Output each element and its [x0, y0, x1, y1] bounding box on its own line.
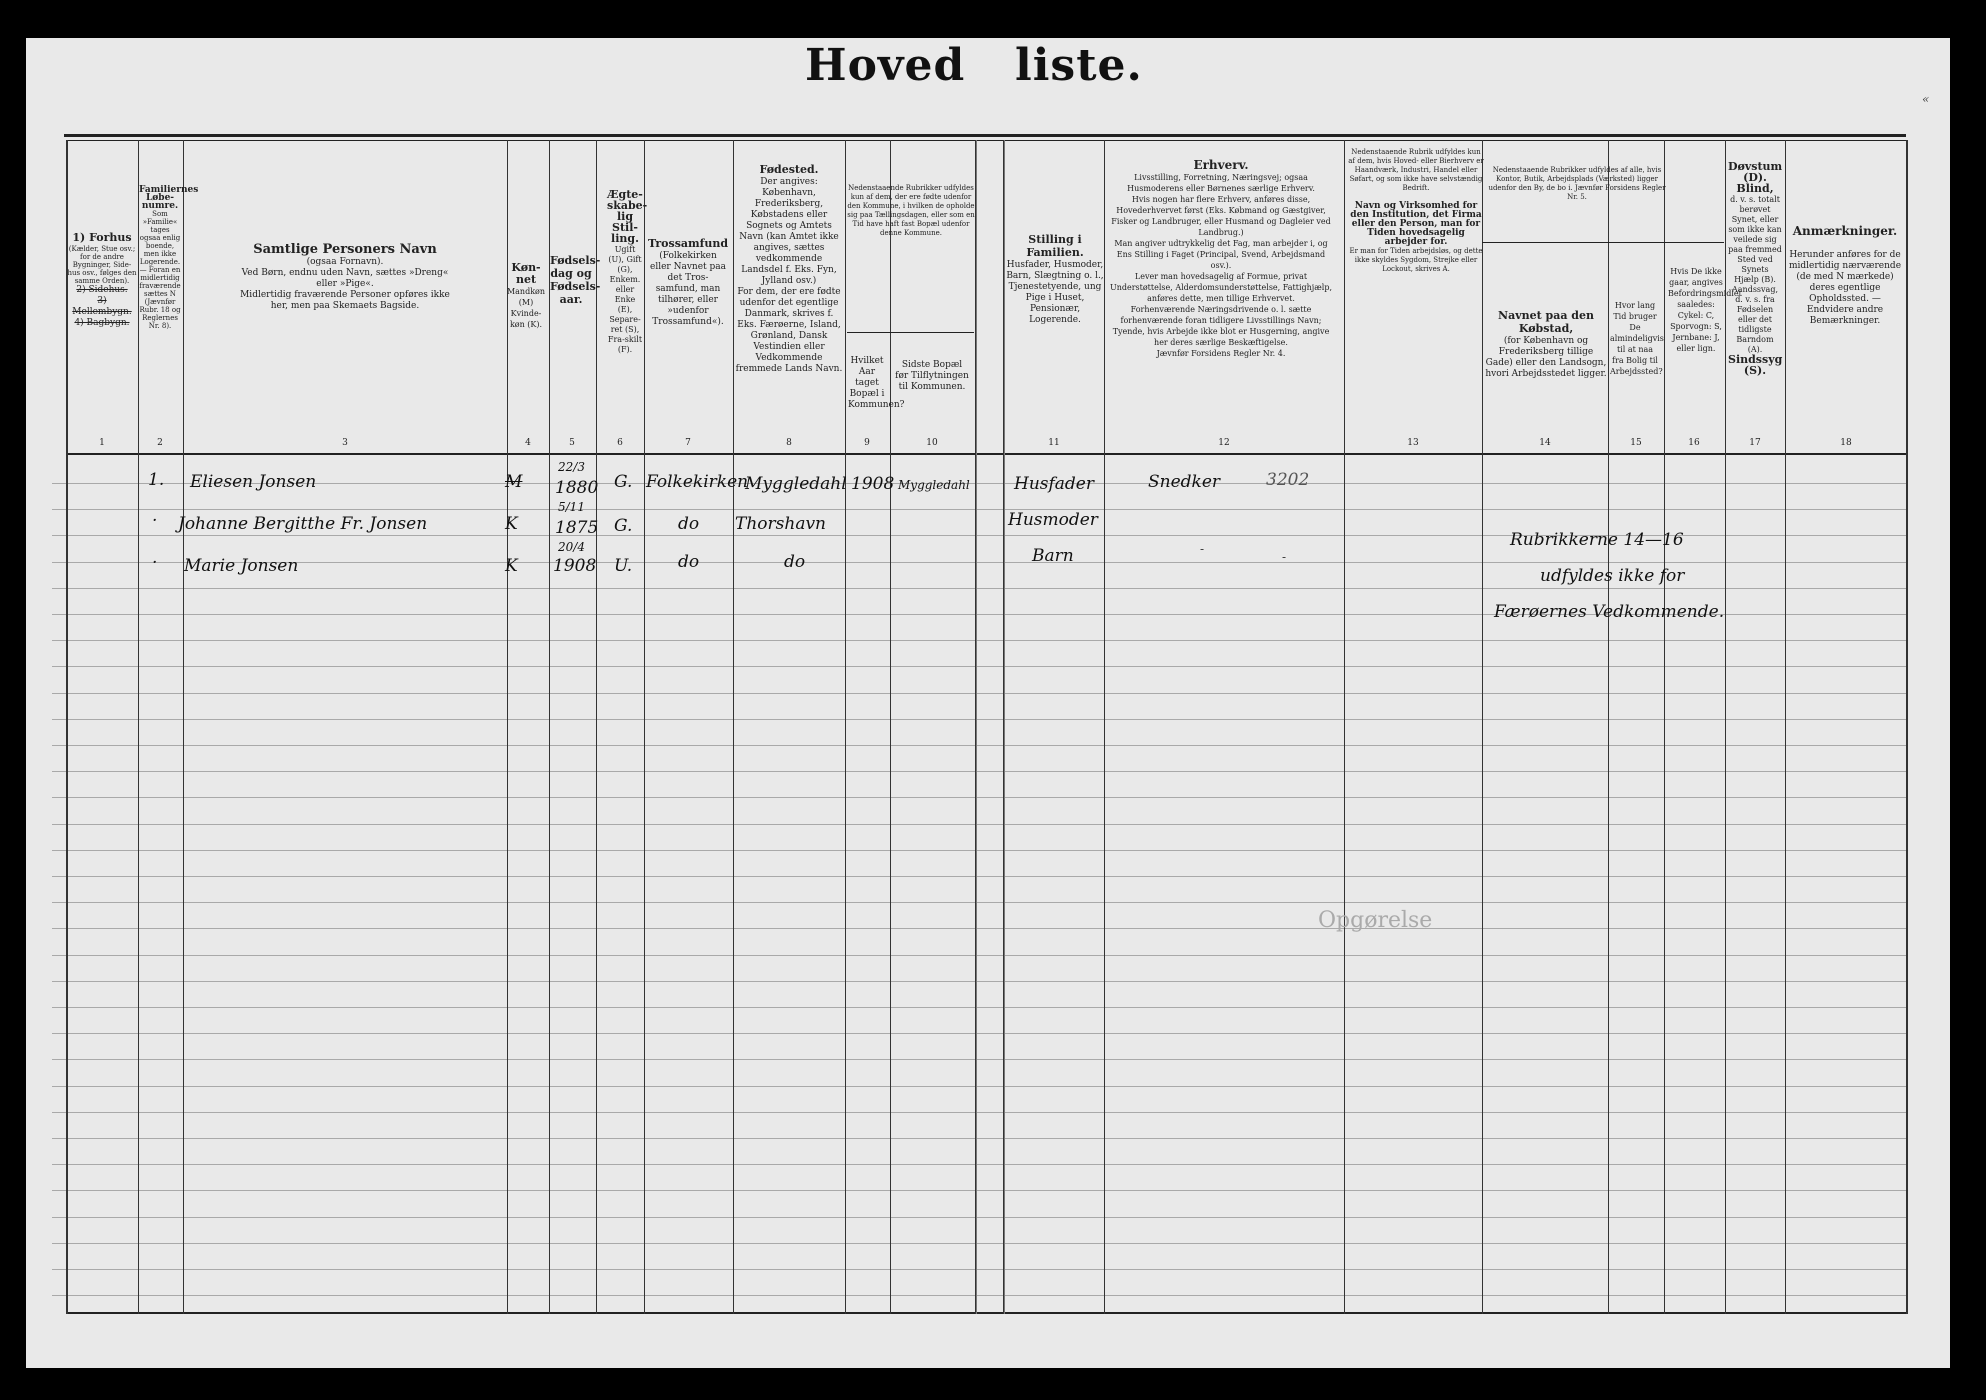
birth-date: 22/3	[558, 460, 585, 474]
header-col-13: Nedenstaaende Rubrik udfyldes kun af dem, hvis Hoved- eller Bierhverv er Haandværk, Industri, Handel eller Søfart, og som ikke have selvstændig Bedrift. Navn og Virksomhed for den Institution, det Firma eller den Person, man for Tiden hovedsagelig arbejder for. Er man for Tiden arbejdsløs, og dette ikke skyldes Sygdom, Strejke eller Lockout, skrives A.	[1348, 148, 1484, 273]
birth-year: 1908	[553, 556, 597, 576]
row-ruling	[52, 1059, 1906, 1060]
column-line	[976, 140, 977, 1314]
column-number: 18	[1840, 438, 1852, 448]
marital-status: G.	[614, 516, 633, 536]
birthplace: do	[784, 552, 806, 572]
religion: do	[678, 552, 700, 572]
header-col-5: Fødsels-dag og Fødsels-aar.	[550, 254, 601, 306]
header-bottom-rule	[66, 453, 1906, 455]
column-number: 11	[1048, 438, 1060, 448]
header-col-9-10-group: Nedenstaaende Rubrikker udfyldes kun af dem, der ere fødte udenfor den Kommune, i hvilken de opholde sig paa Tællingsdagen, eller som en Tid have haft fast Bopæl udenfor denne Kommune.	[847, 184, 975, 237]
row-ruling	[52, 1112, 1906, 1113]
row-ruling	[52, 588, 1906, 589]
birthplace: Myggledahl	[745, 474, 847, 494]
top-rule	[64, 134, 1906, 137]
column-line	[1725, 140, 1726, 1314]
column-number: 4	[525, 438, 531, 448]
header-col-4: Køn-net Mandkøn (M) Kvinde-køn (K).	[506, 261, 546, 329]
birth-date: 5/11	[558, 500, 585, 514]
row-number: .	[152, 548, 158, 568]
column-number: 1	[99, 438, 105, 448]
header-col-14: Navnet paa den Købstad, (for København og Frederiksberg tillige Gade) eller den Landsogn, hvori Arbejdsstedet ligger.	[1485, 309, 1607, 379]
column-number: 8	[786, 438, 792, 448]
header-col-9: Hvilket Aar taget Bopæl i Kommunen?	[848, 356, 905, 410]
column-number: 3	[342, 438, 348, 448]
header-top-rule	[66, 140, 1906, 141]
religion: do	[678, 514, 700, 534]
column-line	[644, 140, 645, 1314]
last-residence: Myggledahl	[898, 478, 970, 492]
family-position: Husfader	[1014, 474, 1094, 494]
sex: K	[505, 556, 518, 576]
dash-mark: -	[1200, 542, 1205, 556]
year-moved: 1908	[851, 474, 895, 494]
column-line	[549, 140, 550, 1314]
group-divider	[1482, 242, 1724, 243]
row-ruling	[52, 640, 1906, 641]
column-number: 13	[1407, 438, 1419, 448]
header-col-8: Fødested. Der angives: København, Frederiksberg, Købstadens eller Sognets og Amtets Navn (kan Amtet ikke angives, sættes vedkommende Landsdel f. Eks. Fyn, Jylland osv.) For dem, der ere fødte udenfor det egentlige Danmark, skrives f. Eks. Færøerne, Island, Grønland, Dansk Vestindien eller Vedkommende fremmede Lands Navn.	[735, 163, 843, 374]
family-position: Barn	[1032, 546, 1074, 566]
note-line-1: Rubrikkerne 14—16	[1510, 530, 1684, 550]
column-number: 14	[1539, 438, 1551, 448]
column-line	[1906, 140, 1908, 1314]
column-line	[1608, 140, 1609, 1314]
person-name: Eliesen Jonsen	[190, 472, 317, 492]
row-number: 1.	[148, 470, 165, 490]
header-col-15: Hvor lang Tid bruger De almindeligvis til at naa fra Bolig til Arbejdssted?	[1610, 301, 1664, 376]
column-line	[1004, 140, 1005, 1314]
header-col-7: Trossamfund (Folkekirken eller Navnet paa det Tros-samfund, man tilhører, eller »udenfor Trossamfund«).	[648, 237, 729, 327]
census-sheet	[26, 38, 1950, 1368]
column-number: 16	[1688, 438, 1700, 448]
religion: Folkekirken	[646, 472, 749, 492]
sex: K	[505, 514, 518, 534]
column-number: 7	[685, 438, 691, 448]
row-ruling	[52, 1217, 1906, 1218]
occupation: Snedker	[1148, 472, 1221, 492]
row-ruling	[52, 1164, 1906, 1165]
person-name: Marie Jonsen	[184, 556, 299, 576]
column-line	[890, 140, 891, 1314]
header-col-18: Anmærkninger. Herunder anføres for de midlertidig nærværende (de med N mærkede) deres egentlige Opholdssted. — Endvidere andre Bemærkninger.	[1788, 224, 1902, 326]
header-col-17: Døvstum (D). Blind, d. v. s. totalt berøvet Synet, eller som ikke kan veilede sig paa fremmed Sted ved Synets Hjælp (B). Aandssvag, d. v. s. fra Fødselen eller det tidligste Barndom (A). Sindssyg (S).	[1728, 160, 1783, 377]
row-ruling	[52, 719, 1906, 720]
column-line	[1664, 140, 1665, 1314]
dash-mark: -	[1282, 550, 1287, 564]
column-number: 17	[1749, 438, 1761, 448]
person-name: Johanne Bergitthe Fr. Jonsen	[178, 514, 428, 534]
occupation-code: 3202	[1266, 470, 1310, 490]
column-line	[1104, 140, 1105, 1314]
header-col-3: Samtlige Personers Navn (ogsaa Fornavn). Ved Børn, endnu uden Navn, sættes »Dreng« eller »Pige«. Midlertidig fraværende Personer opføres ikke her, men paa Skemaets Bagside.	[240, 242, 450, 311]
row-ruling	[52, 1190, 1906, 1191]
row-ruling	[52, 1007, 1906, 1008]
header-col-12: Erhverv. Livsstilling, Forretning, Næringsvej; ogsaa Husmoderens eller Børnenes særlige Erhverv. Hvis nogen har flere Erhverv, anføres disse, Hovederhvervet først (Eks. Købmand og Gæstgiver, Fisker og Landbruger, eller Husmand og Dagleier ved Landbrug.) Man angiver udtrykkelig det Fag, man arbejder i, og Ens Stilling i Faget (Principal, Svend, Arbejdsmand osv.). Lever man hovedsagelig af Formue, privat Understøttelse, Alderdomsunderstøttelse, Fattighjælp, anføres dette, men tillige Erhvervet. Forhenværende Næringsdrivende o. l. sætte forhenværende foran tidligere Livsstillings Navn; Tyende, hvis Arbejde ikke blot er Husgerning, angive her deres særlige Beskæftigelse. Jævnfør Forsidens Regler Nr. 4.	[1109, 158, 1333, 358]
header-col-10: Sidste Bopæl før Tilflytningen til Kommunen.	[895, 360, 969, 392]
column-number: 12	[1218, 438, 1230, 448]
faint-stamp: Opgørelse	[1318, 908, 1433, 933]
row-ruling	[52, 509, 1906, 510]
column-number: 15	[1630, 438, 1642, 448]
column-line	[183, 140, 184, 1314]
row-ruling	[52, 771, 1906, 772]
birth-date: 20/4	[558, 540, 585, 554]
birth-year: 1875	[555, 518, 599, 538]
row-ruling	[52, 824, 1906, 825]
header-col-14-16-group: Nedenstaaende Rubrikker udfyldes af alle, hvis Kontor, Butik, Arbejdsplads (Værksted) ligger udenfor den By, de bo i. Jævnfør Forsidens Regler Nr. 5.	[1488, 166, 1666, 201]
column-line	[596, 140, 597, 1314]
marital-status: G.	[614, 472, 633, 492]
group-divider	[847, 332, 974, 333]
page-title	[780, 40, 1160, 110]
column-number: 10	[926, 438, 938, 448]
header-col-6: Ægte-skabe-lig Stil-ling. Ugift (U), Gift (G), Enkem. eller Enke (E), Separe-ret (S), Fra-skilt (F).	[607, 188, 648, 354]
header-col-2: Familiernes Løbe-numre. Som »Familie« tages ogsaa enlig boende, men ikke Logerende. — Foran en midlertidig fraværende sættes N (Jævnfør Rubr. 18 og Reglernes Nr. 8).	[139, 185, 199, 330]
birth-year: 1880	[555, 478, 599, 498]
row-ruling	[52, 693, 1906, 694]
sex: M	[505, 472, 523, 492]
title-left: Hoved	[805, 40, 966, 91]
row-ruling	[52, 1269, 1906, 1270]
note-line-3: Færøernes Vedkommende.	[1494, 602, 1725, 622]
header-col-1: 1) Forhus (Kælder, Stue osv.; for de andre Bygninger, Side-hus osv., følges den samme Orden). 2) Sidehus. 3) Mellembygn. 4) Bagbygn.	[67, 231, 137, 328]
row-ruling	[52, 1138, 1906, 1139]
note-line-2: udfyldes ikke for	[1540, 566, 1685, 586]
title-right: liste.	[1015, 40, 1143, 91]
bottom-rule	[66, 1312, 1906, 1314]
row-ruling	[52, 1295, 1906, 1296]
row-ruling	[52, 981, 1906, 982]
row-ruling	[52, 562, 1906, 563]
row-ruling	[52, 850, 1906, 851]
row-number: .	[152, 506, 158, 526]
column-line	[1482, 140, 1483, 1314]
row-ruling	[52, 745, 1906, 746]
row-ruling	[52, 1086, 1906, 1087]
row-ruling	[52, 666, 1906, 667]
family-position: Husmoder	[1008, 510, 1098, 530]
column-line	[1344, 140, 1345, 1314]
column-line	[1785, 140, 1786, 1314]
header-col-16: Hvis De ikke gaar, angives Befordringsmidlet saaledes: Cykel: C, Sporvogn: S, Jernbane: J, eller lign.	[1668, 267, 1742, 353]
birthplace: Thorshavn	[735, 514, 827, 534]
row-ruling	[52, 1243, 1906, 1244]
header-col-11: Stilling i Familien. Husfader, Husmoder, Barn, Slægtning o. l., Tjenestetyende, ung Pige i Huset, Pensionær, Logerende.	[1006, 233, 1104, 325]
column-line	[845, 140, 846, 1314]
column-number: 5	[569, 438, 575, 448]
column-number: 6	[617, 438, 623, 448]
row-ruling	[52, 797, 1906, 798]
row-ruling	[52, 955, 1906, 956]
column-number: 2	[157, 438, 163, 448]
corner-mark: «	[1922, 92, 1930, 106]
column-number: 9	[864, 438, 870, 448]
row-ruling	[52, 928, 1906, 929]
row-ruling	[52, 902, 1906, 903]
row-ruling	[52, 876, 1906, 877]
row-ruling	[52, 1033, 1906, 1034]
row-ruling	[52, 483, 1906, 484]
marital-status: U.	[614, 556, 633, 576]
